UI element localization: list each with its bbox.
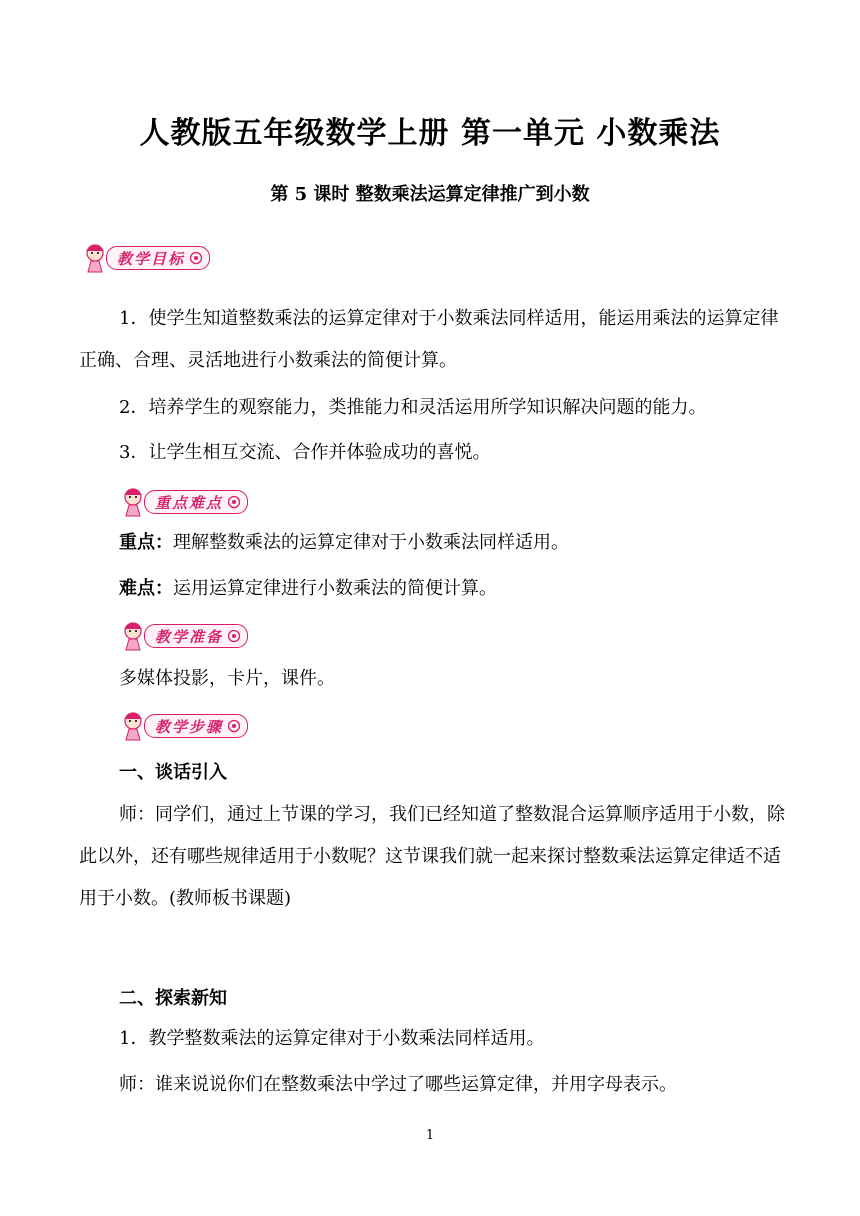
prep-text: 多媒体投影，卡片，课件。 [119, 668, 335, 689]
difficult-point [119, 574, 497, 604]
page-number: 1 [425, 1128, 435, 1143]
intro-paragraph: 师：同学们，通过上节课的学习，我们已经知道了整数混合运算顺序适用于小数，除此以外，还有哪些规律适用于小数呢？这节课我们就一起来探讨整数乘法运算定律适不适用于小数。(教师板书课题) [79, 804, 785, 909]
goal-item-1: 1．使学生知道整数乘法的运算定律对于小数乘法同样适用，能运用乘法的运算定律正确、合理、灵活地进行小数乘法的简便计算。 [79, 308, 779, 371]
goal-item-3: 3．让学生相互交流、合作并体验成功的喜悦。 [119, 442, 491, 463]
badge-key-points [118, 486, 248, 518]
key-point-text: 理解整数乘法的运算定律对于小数乘法同样适用。 [173, 532, 569, 553]
badge-label: 教学准备 [144, 624, 248, 648]
badge-teaching-prep [118, 620, 248, 652]
difficult-point-label: 难点： [119, 578, 173, 599]
target-icon [227, 495, 241, 509]
badge-label: 教学步骤 [144, 714, 248, 738]
badge-label: 教学目标 [106, 246, 210, 270]
badge-teaching-goals [80, 242, 210, 274]
key-point-label: 重点： [119, 532, 173, 553]
section-heading-explore: 二、探索新知 [119, 988, 227, 1009]
badge-teaching-steps [118, 710, 248, 742]
target-icon [227, 629, 241, 643]
explore-item-2: 师：谁来说说你们在整数乘法中学过了哪些运算定律，并用字母表示。 [119, 1074, 677, 1095]
goal-item-2: 2．培养学生的观察能力，类推能力和灵活运用所学知识解决问题的能力。 [119, 397, 707, 418]
lesson-subtitle: 第 5 课时 整数乘法运算定律推广到小数 [270, 184, 590, 205]
key-point [119, 528, 569, 558]
target-icon [227, 719, 241, 733]
explore-item-1: 1．教学整数乘法的运算定律对于小数乘法同样适用。 [119, 1028, 545, 1049]
target-icon [189, 251, 203, 265]
section-heading-intro: 一、谈话引入 [119, 762, 227, 783]
badge-label: 重点难点 [144, 490, 248, 514]
difficult-point-text: 运用运算定律进行小数乘法的简便计算。 [173, 578, 497, 599]
page-title: 人教版五年级数学上册 第一单元 小数乘法 [139, 116, 721, 151]
